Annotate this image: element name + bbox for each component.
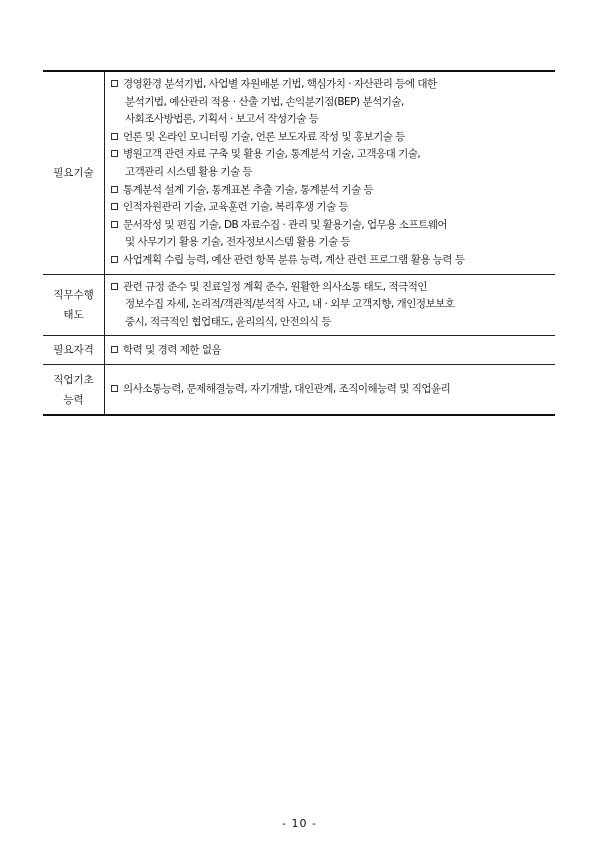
list-item-text <box>111 199 551 217</box>
square-bullet-icon <box>111 256 118 263</box>
row-header-label: 직업기초 <box>53 373 94 386</box>
list-item-text <box>111 182 551 200</box>
square-bullet-icon <box>111 346 118 353</box>
row-content-cell <box>105 274 556 336</box>
list-item <box>111 279 551 332</box>
list-item-text-continued <box>111 111 551 129</box>
list-item-text <box>111 279 551 297</box>
list-item-line: 의사소통능력, 문제해결능력, 자기개발, 대인관계, 조직이해능력 및 직업윤리 <box>123 382 451 395</box>
list-item-line: 관련 규정 준수 및 진료일정 계획 준수, 원활한 의사소통 태도, 적극적인 <box>123 280 428 293</box>
list-item-text-continued <box>111 314 551 332</box>
row-required-skills <box>43 71 555 274</box>
list-item-text-continued <box>111 234 551 252</box>
row-header-cell <box>43 71 105 274</box>
list-item-text-continued <box>111 296 551 314</box>
list-item-line: 사회조사방법론, 기획서 · 보고서 작성기술 등 <box>125 113 319 126</box>
square-bullet-icon <box>111 385 118 392</box>
list-item-text <box>111 129 551 147</box>
list-item <box>111 381 551 399</box>
list-item-text <box>111 146 551 164</box>
list-item-line: 중시, 적극적인 협업태도, 윤리의식, 안전의식 등 <box>125 315 331 328</box>
requirements-table <box>43 70 555 416</box>
row-required-qualification <box>43 336 555 365</box>
square-bullet-icon <box>111 150 118 157</box>
list-item-text <box>111 217 551 235</box>
list-item-line: 병원고객 관련 자료 구축 및 활용 기술, 통계분석 기술, 고객응대 기술, <box>123 148 421 161</box>
row-content-cell <box>105 365 556 415</box>
list-item-text-continued <box>111 164 551 182</box>
list-item-text <box>111 381 551 399</box>
list-item-line: 및 사무기기 활용 기술, 전자정보시스템 활용 기술 등 <box>125 236 351 249</box>
square-bullet-icon <box>111 203 118 210</box>
list-item-text <box>111 252 551 270</box>
list-item <box>111 146 551 181</box>
row-header-cell <box>43 336 105 365</box>
list-item <box>111 182 551 200</box>
list-item-line: 분석기법, 예산관리 적용 · 산출 기법, 손익분기점(BEP) 분석기술, <box>125 95 404 108</box>
requirements-table-body <box>43 71 555 415</box>
square-bullet-icon <box>111 186 118 193</box>
row-header-label: 필요기술 <box>53 166 94 179</box>
row-header-cell <box>43 365 105 415</box>
list-item-line: 언론 및 온라인 모니터링 기술, 언론 보도자료 작성 및 홍보기술 등 <box>123 130 405 143</box>
row-content-cell <box>105 336 556 365</box>
square-bullet-icon <box>111 133 118 140</box>
list-item <box>111 129 551 147</box>
list-item <box>111 252 551 270</box>
square-bullet-icon <box>111 80 118 87</box>
list-item-text-continued <box>111 94 551 112</box>
page-number: - 10 - <box>282 817 317 830</box>
row-basic-competency <box>43 365 555 415</box>
list-item-text <box>111 342 551 360</box>
list-item-line: 정보수집 자세, 논리적/객관적/분석적 사고, 내 · 외부 고객지향, 개인정보보호 <box>125 298 455 311</box>
row-header-label: 필요자격 <box>53 344 94 357</box>
list-item <box>111 217 551 252</box>
square-bullet-icon <box>111 221 118 228</box>
list-item-line: 학력 및 경력 제한 없음 <box>123 343 222 356</box>
list-item-text <box>111 76 551 94</box>
list-item-line: 문서작성 및 편집 기술, DB 자료수집 · 관리 및 활용기술, 업무용 소프트웨어 <box>123 218 448 231</box>
list-item-line: 인적자원관리 기술, 교육훈련 기술, 복리후생 기술 등 <box>123 201 349 214</box>
list-item-line: 사업계획 수립 능력, 예산 관련 항목 분류 능력, 계산 관련 프로그램 활용 능력 등 <box>123 253 465 266</box>
list-item <box>111 199 551 217</box>
row-header-cell <box>43 274 105 336</box>
list-item-line: 경영환경 분석기법, 사업별 자원배분 기법, 핵심가치 · 자산관리 등에 대한 <box>123 78 437 90</box>
list-item-line: 고객관리 시스템 활용 기술 등 <box>125 165 253 178</box>
row-header-label: 태도 <box>63 308 84 321</box>
square-bullet-icon <box>111 283 118 290</box>
list-item <box>111 76 551 129</box>
row-content-cell <box>105 71 556 274</box>
row-work-attitude <box>43 274 555 336</box>
list-item-line: 통계분석 설계 기술, 통계표본 추출 기술, 통계분석 기술 등 <box>123 183 374 196</box>
row-header-label: 능력 <box>63 393 84 406</box>
list-item <box>111 342 551 360</box>
row-header-label: 직무수행 <box>53 288 94 301</box>
